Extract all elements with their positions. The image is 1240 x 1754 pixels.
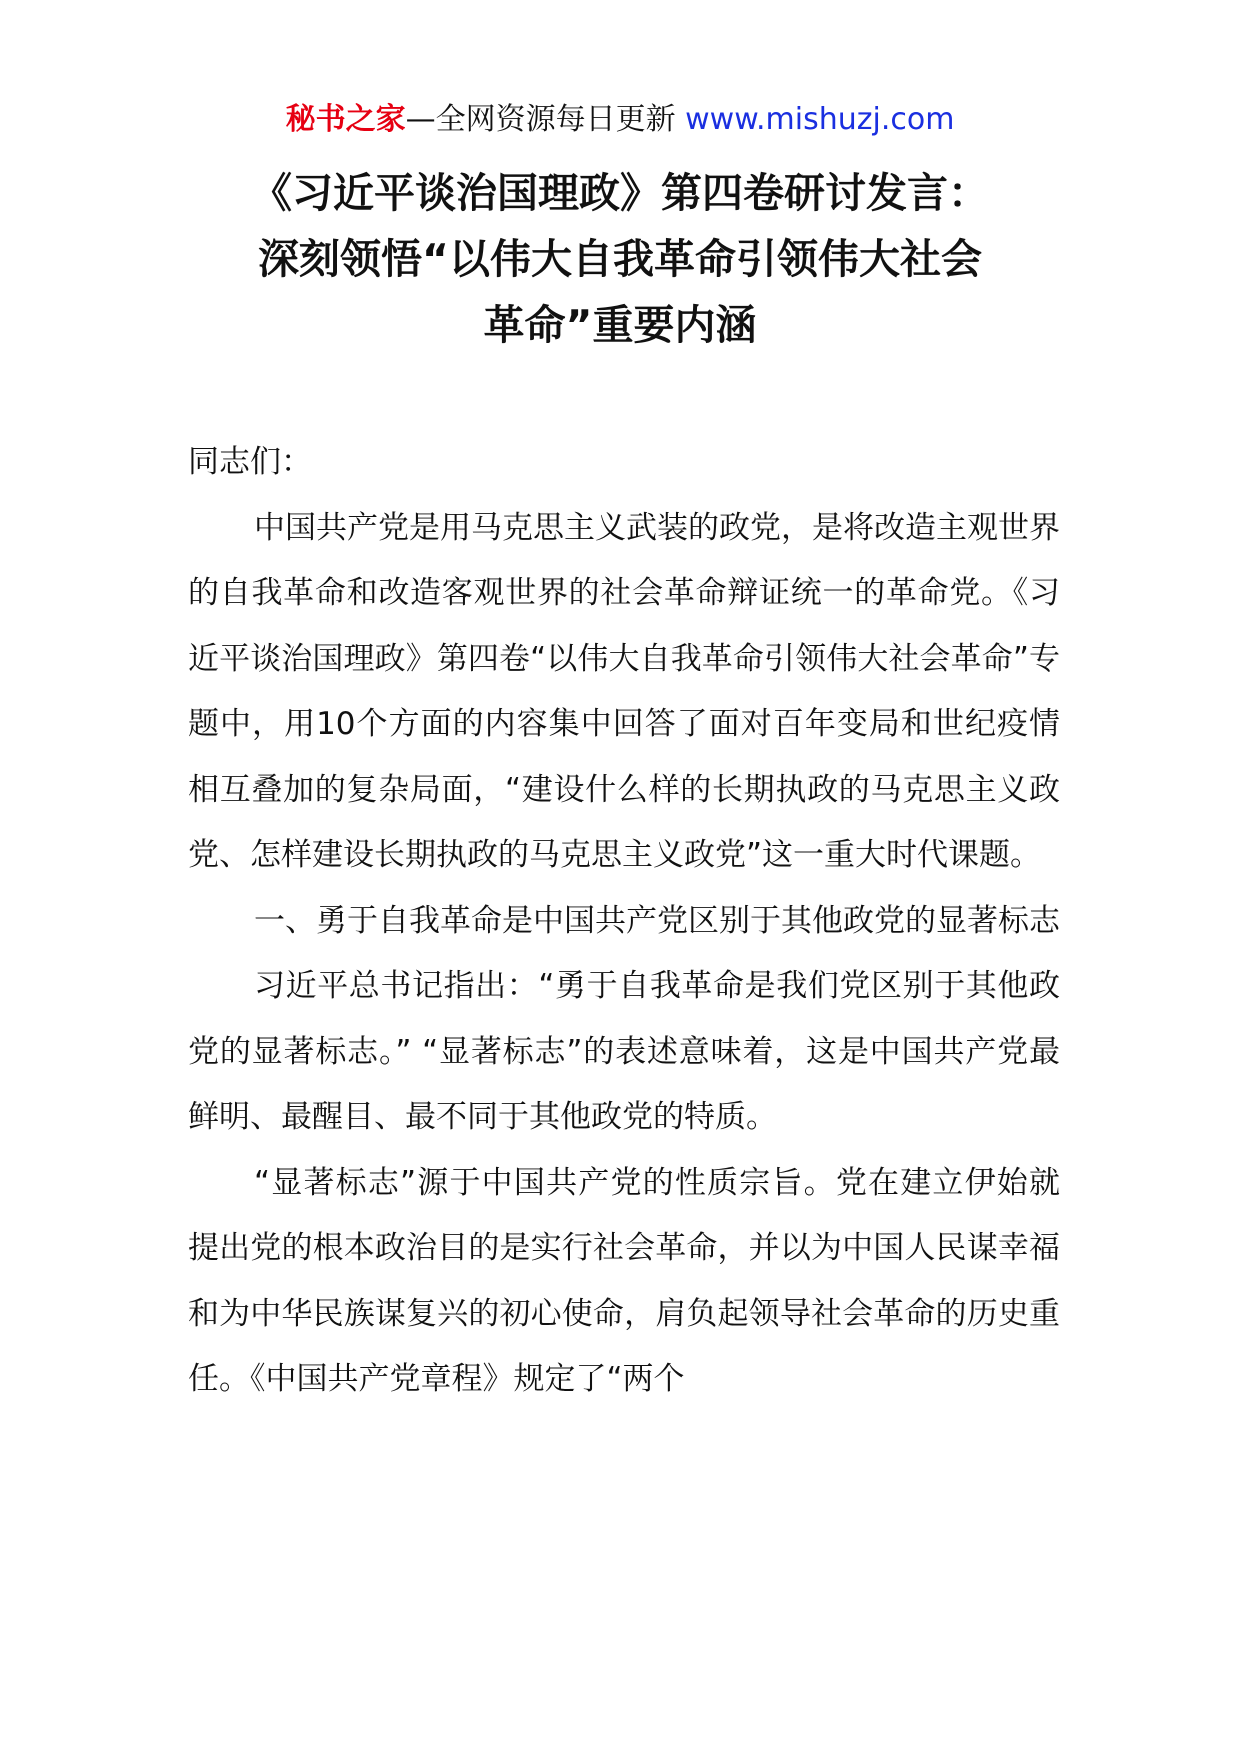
site-url-link[interactable]: www.mishuzj.com [685,102,955,137]
site-header [0,98,1240,142]
title-line-1: 《习近平谈治国理政》第四卷研讨发言： [251,169,989,217]
brand-name: 秘书之家 [285,102,406,137]
section-heading-1: 一、勇于自我革命是中国共产党区别于其他政党的显著标志 [254,902,1060,939]
body-paragraph-1: 中国共产党是用马克思主义武装的政党，是将改造主观世界的自我革命和改造客观世界的社会革命辩证统一的革命党。《习近平谈治国理政》第四卷“以伟大自我革命引领伟大社会革命”专题中，用10个方面的内容集中回答了面对百年变局和世纪疫情相互叠加的复杂局面，“建设什么样的长期执政的马克思主义政党、怎样建设长期执政的马克思主义政党”这一重大时代课题。 [188,509,1060,873]
header-tagline: —全网资源每日更新 [405,102,676,137]
document-title [160,160,1080,358]
body-paragraph-3: “显著标志”源于中国共产党的性质宗旨。党在建立伊始就提出党的根本政治目的是实行社会革命，并以为中国人民谋幸福和为中华民族谋复兴的初心使命，肩负起领导社会革命的历史重任。《中国共产党章程》规定了“两个 [188,1164,1060,1397]
title-line-2: 深刻领悟“以伟大自我革命引领伟大社会 [258,235,982,283]
salutation: 同志们： [188,444,312,480]
document-body [188,430,1060,1413]
body-paragraph-2: 习近平总书记指出：“勇于自我革命是我们党区别于其他政党的显著标志。” “显著标志”的表述意味着，这是中国共产党最鲜明、最醒目、最不同于其他政党的特质。 [188,968,1060,1135]
title-line-3: 革命”重要内涵 [483,301,757,349]
